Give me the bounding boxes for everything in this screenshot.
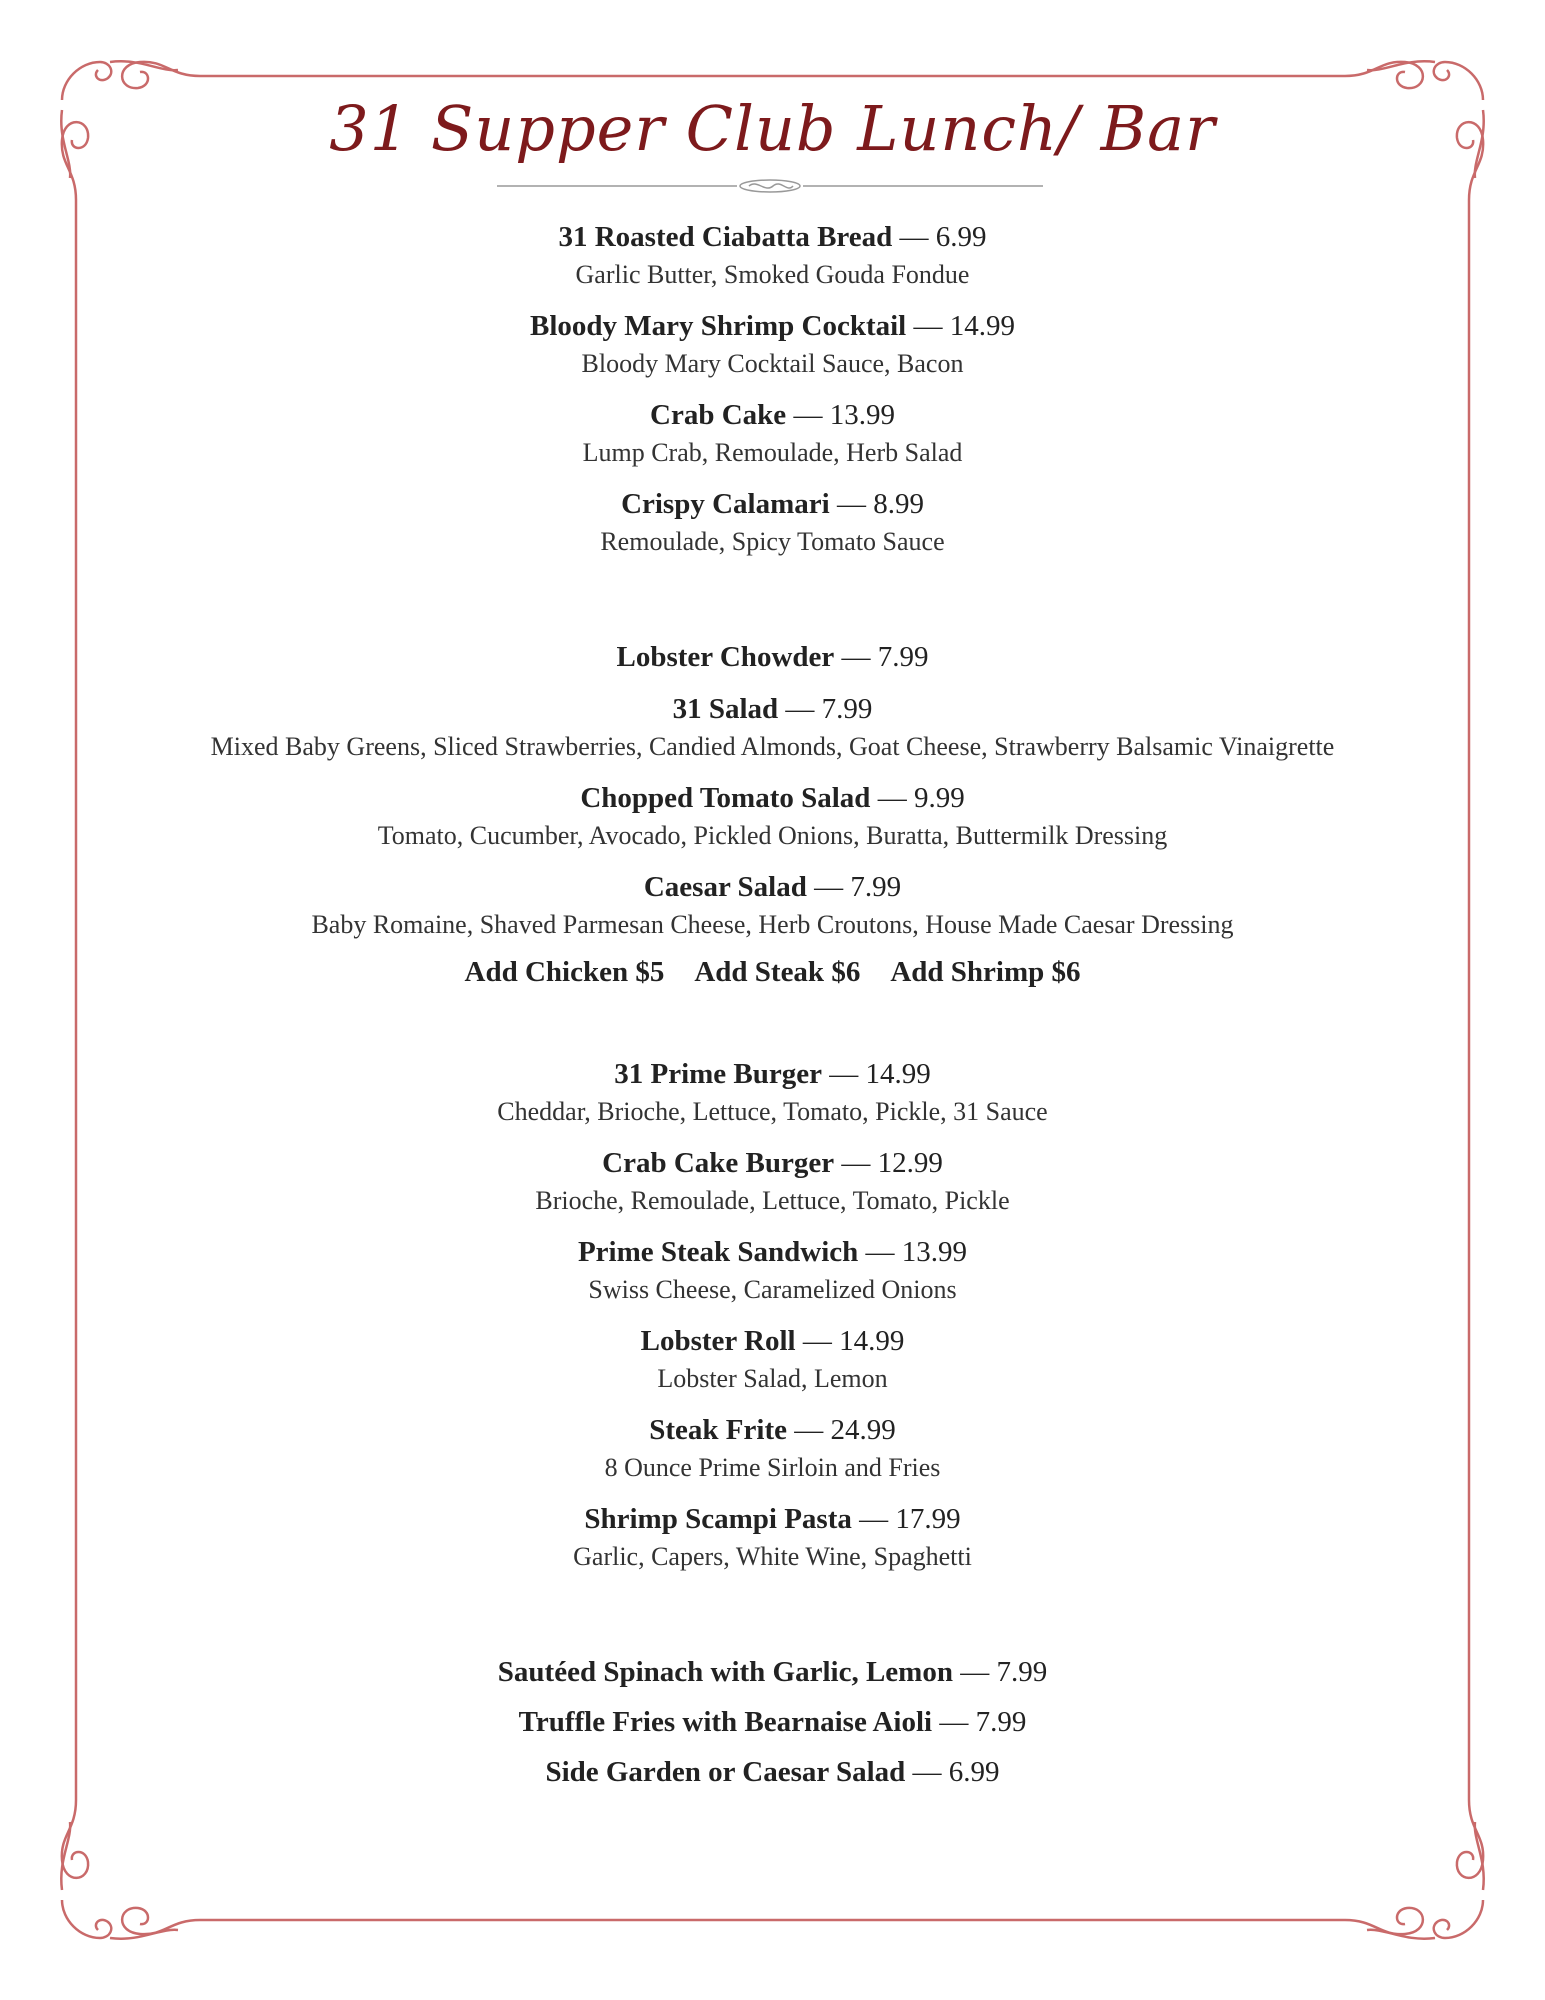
menu-item [160, 1500, 1385, 1575]
dash: — [785, 693, 815, 725]
dash: — [960, 1656, 990, 1688]
item-description: Baby Romaine, Shaved Parmesan Cheese, Herb Croutons, House Made Caesar Dressing [311, 910, 1234, 939]
item-description: Remoulade, Spicy Tomato Sauce [600, 527, 945, 556]
item-price: 7.99 [975, 1706, 1027, 1738]
item-description: Cheddar, Brioche, Lettuce, Tomato, Pickle, 31 Sauce [497, 1097, 1048, 1126]
menu-section-sides [160, 1653, 1385, 1791]
item-description: Garlic, Capers, White Wine, Spaghetti [573, 1542, 972, 1571]
menu-item [160, 1055, 1385, 1130]
item-description: Lump Crab, Remoulade, Herb Salad [582, 438, 963, 467]
item-price: 7.99 [850, 871, 902, 903]
item-name: Lobster Roll [640, 1325, 796, 1357]
item-name: Crispy Calamari [621, 488, 830, 520]
item-name: Prime Steak Sandwich [577, 1236, 859, 1268]
dash: — [912, 1756, 942, 1788]
menu-item [160, 1753, 1385, 1791]
addon-shrimp: Add Shrimp $6 [890, 956, 1081, 988]
dash: — [793, 399, 823, 431]
item-name: Chopped Tomato Salad [580, 782, 871, 814]
item-description: Brioche, Remoulade, Lettuce, Tomato, Pickle [535, 1186, 1010, 1215]
item-price: 13.99 [901, 1236, 968, 1268]
item-name: 31 Prime Burger [614, 1058, 822, 1090]
item-price: 7.99 [877, 641, 929, 673]
dash: — [865, 1236, 895, 1268]
dash: — [836, 488, 866, 520]
item-price: 7.99 [821, 693, 873, 725]
menu-list [160, 218, 1385, 1805]
item-price: 14.99 [949, 310, 1015, 342]
dash: — [814, 871, 844, 903]
menu-item [160, 690, 1385, 765]
item-price: 6.99 [935, 221, 987, 253]
item-price: 14.99 [865, 1058, 931, 1090]
item-name: Sautéed Spinach with Garlic, Lemon [497, 1656, 953, 1688]
dash: — [899, 221, 929, 253]
dash: — [859, 1503, 889, 1535]
addon-steak: Add Steak $6 [694, 956, 861, 988]
menu-item [160, 1322, 1385, 1397]
menu-section-starters [160, 218, 1385, 560]
item-name: Lobster Chowder [616, 641, 835, 673]
menu-item [160, 779, 1385, 854]
item-name: Steak Frite [649, 1414, 787, 1446]
dash: — [794, 1414, 824, 1446]
dash: — [802, 1325, 832, 1357]
menu-item [160, 1653, 1385, 1691]
item-description: 8 Ounce Prime Sirloin and Fries [604, 1453, 941, 1482]
menu-item [160, 1703, 1385, 1741]
salad-addons [160, 953, 1385, 991]
item-name: 31 Roasted Ciabatta Bread [558, 221, 893, 253]
item-description: Tomato, Cucumber, Avocado, Pickled Onions, Buratta, Buttermilk Dressing [377, 821, 1168, 850]
title-divider [497, 176, 1043, 196]
item-price: 12.99 [877, 1147, 943, 1179]
menu-item [160, 868, 1385, 943]
item-description: Mixed Baby Greens, Sliced Strawberries, Candied Almonds, Goat Cheese, Strawberry Balsamic Vinaigrette [210, 732, 1335, 761]
dash: — [829, 1058, 859, 1090]
item-price: 14.99 [839, 1325, 905, 1357]
dash: — [913, 310, 943, 342]
menu-item [160, 485, 1385, 560]
item-description: Bloody Mary Cocktail Sauce, Bacon [581, 349, 964, 378]
menu-section-mains [160, 1055, 1385, 1575]
item-price: 13.99 [829, 399, 895, 431]
item-price: 17.99 [895, 1503, 961, 1535]
menu-item [160, 638, 1385, 676]
item-price: 8.99 [873, 488, 924, 520]
menu-item [160, 1144, 1385, 1219]
dash: — [877, 782, 907, 814]
item-name: Bloody Mary Shrimp Cocktail [530, 310, 907, 342]
item-name: Caesar Salad [643, 871, 807, 903]
menu-item [160, 307, 1385, 382]
item-name: 31 Salad [672, 693, 779, 725]
item-name: Shrimp Scampi Pasta [584, 1503, 852, 1535]
dash: — [939, 1706, 969, 1738]
dash: — [841, 641, 871, 673]
menu-item [160, 218, 1385, 293]
menu-item [160, 1233, 1385, 1308]
item-price: 6.99 [948, 1756, 1000, 1788]
menu-item [160, 396, 1385, 471]
item-name: Truffle Fries with Bearnaise Aioli [518, 1706, 933, 1738]
item-description: Swiss Cheese, Caramelized Onions [588, 1275, 957, 1304]
menu-section-soups-salads [160, 638, 1385, 991]
item-name: Crab Cake Burger [602, 1147, 835, 1179]
dash: — [841, 1147, 871, 1179]
item-price: 7.99 [996, 1656, 1048, 1688]
item-description: Lobster Salad, Lemon [657, 1364, 888, 1393]
menu-title: 31 Supper Club Lunch/ Bar [329, 92, 1216, 165]
menu-item [160, 1411, 1385, 1486]
addon-chicken: Add Chicken $5 [464, 956, 665, 988]
item-name: Crab Cake [650, 399, 787, 431]
item-name: Side Garden or Caesar Salad [545, 1756, 906, 1788]
item-price: 24.99 [830, 1414, 896, 1446]
item-description: Garlic Butter, Smoked Gouda Fondue [575, 260, 970, 289]
item-price: 9.99 [913, 782, 965, 814]
